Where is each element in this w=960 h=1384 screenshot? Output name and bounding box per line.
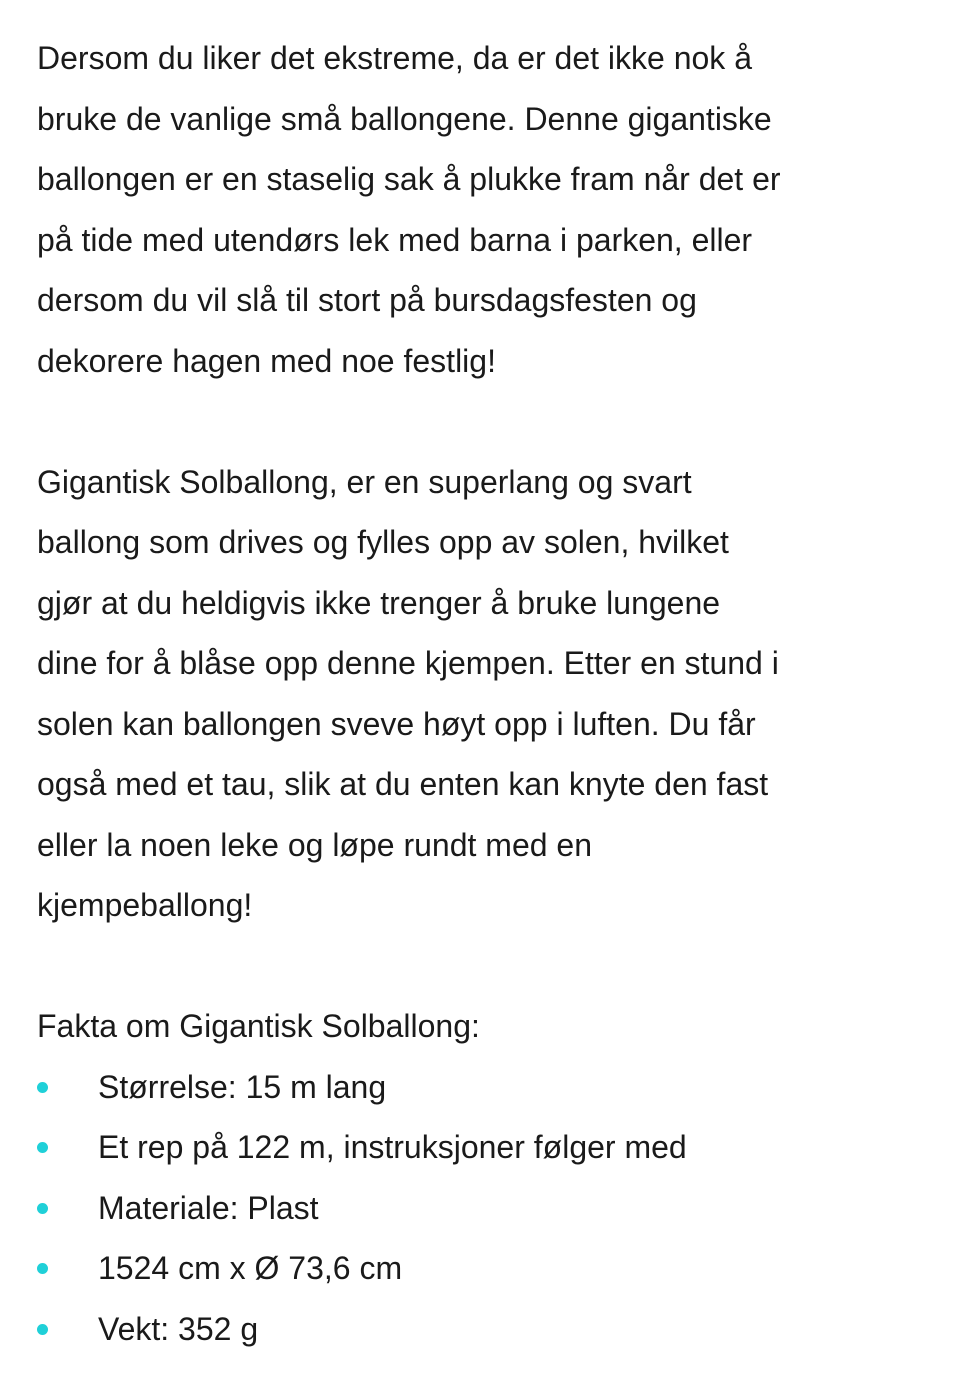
- bullet-icon: [37, 1142, 48, 1153]
- text-line: ballongen er en staselig sak å plukke fram når det er: [37, 161, 781, 197]
- text-line: kjempeballong!: [37, 887, 253, 923]
- facts-list-item: [37, 1057, 937, 1118]
- product-description: [37, 28, 937, 1359]
- description-paragraph-2: [37, 452, 937, 936]
- text-line: solen kan ballongen sveve høyt opp i luften. Du får: [37, 705, 756, 742]
- text-line: dekorere hagen med noe festlig!: [37, 342, 496, 379]
- text-line: bruke de vanlige små ballongene. Denne gigantiske: [37, 100, 772, 137]
- bullet-icon: [37, 1082, 48, 1093]
- facts-item-text: Vekt: 352 g: [98, 1310, 259, 1347]
- facts-item-text: Materiale: Plast: [98, 1189, 319, 1226]
- facts-item-text: Et rep på 122 m, instruksjoner følger med: [98, 1129, 687, 1165]
- facts-section: [37, 996, 937, 1359]
- facts-item-text: Størrelse: 15 m lang: [98, 1068, 387, 1105]
- text-line: dine for å blåse opp denne kjempen. Etter en stund i: [37, 645, 779, 681]
- description-paragraph-1: [37, 28, 937, 391]
- text-line: dersom du vil slå til stort på bursdagsfesten og: [37, 282, 697, 318]
- facts-list-item: [37, 1178, 937, 1239]
- text-line: eller la noen leke og løpe rundt med en: [37, 826, 593, 863]
- facts-item-text: 1524 cm x Ø 73,6 cm: [98, 1250, 403, 1286]
- bullet-icon: [37, 1263, 48, 1274]
- text-line: ballong som drives og fylles opp av solen, hvilket: [37, 524, 729, 560]
- bullet-icon: [37, 1324, 48, 1335]
- facts-heading: Fakta om Gigantisk Solballong:: [37, 1008, 480, 1044]
- text-line: Gigantisk Solballong, er en superlang og svart: [37, 463, 692, 500]
- text-line: gjør at du heldigvis ikke trenger å bruke lungene: [37, 584, 721, 621]
- text-line: også med et tau, slik at du enten kan knyte den fast: [37, 766, 769, 802]
- text-line: Dersom du liker det ekstreme, da er det ikke nok å: [37, 40, 752, 76]
- facts-list-item: [37, 1238, 937, 1299]
- bullet-icon: [37, 1203, 48, 1214]
- text-line: på tide med utendørs lek med barna i parken, eller: [37, 221, 753, 258]
- facts-list-item: [37, 1117, 937, 1178]
- facts-list-item: [37, 1299, 937, 1360]
